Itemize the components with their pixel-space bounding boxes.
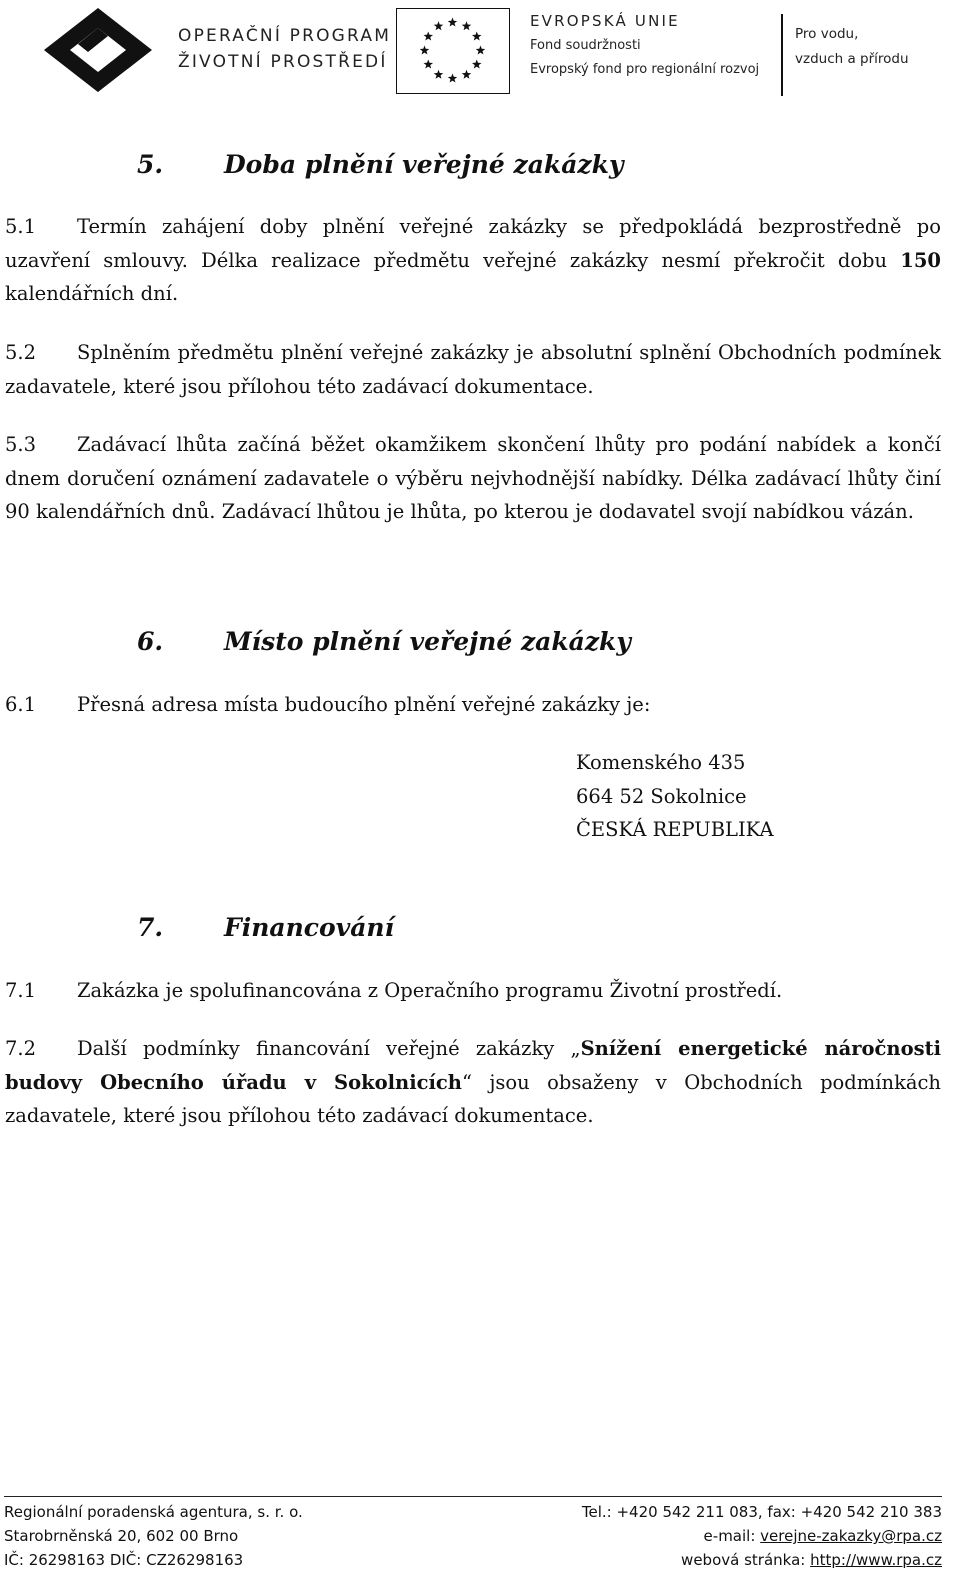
section-6-number: 6.: [137, 627, 164, 656]
page-footer: [0, 1476, 960, 1592]
footer-company-name: Regionální poradenská agentura, s. r. o.: [4, 1503, 303, 1521]
eu-logo-text: [530, 8, 759, 82]
performance-address: [576, 746, 774, 847]
paragraph-5-1-number: 5.1: [5, 215, 37, 238]
eu-star-icon: [424, 32, 434, 41]
eu-star-icon: [448, 74, 458, 83]
paragraph-5-2: [5, 336, 941, 403]
eu-star-icon: [472, 32, 482, 41]
address-street: Komenského 435: [576, 751, 746, 774]
eu-star-icon: [462, 21, 472, 30]
section-5-title: Doba plnění veřejné zakázky: [224, 150, 624, 179]
footer-contact-info: [582, 1500, 942, 1572]
paragraph-6-1: [5, 688, 941, 722]
footer-email-link[interactable]: verejne-zakazky@rpa.cz: [760, 1527, 942, 1545]
section-7-title: Financování: [224, 913, 395, 942]
header-divider: [781, 14, 783, 96]
footer-phone-fax: Tel.: +420 542 211 083, fax: +420 542 210 383: [581, 1503, 942, 1521]
eu-star-icon: [462, 70, 472, 79]
footer-email-label: e-mail:: [703, 1527, 761, 1545]
paragraph-5-1-text: Termín zahájení doby plnění veřejné zakázky se předpokládá bezprostředně po uzavření smlouvy. Délka realizace předmětu veřejné zakázky nesmí překročit dobu: [5, 215, 941, 272]
paragraph-7-1-number: 7.1: [5, 979, 37, 1002]
eu-star-icon: [434, 70, 444, 79]
eu-star-icon: [472, 60, 482, 69]
footer-website-link[interactable]: http://www.rpa.cz: [810, 1551, 942, 1569]
paragraph-7-1: [5, 974, 941, 1008]
paragraph-5-3-text: Zadávací lhůta začíná běžet okamžikem skončení lhůty pro podání nabídek a končí dnem doručení oznámení zadavatele o výběru nejvhodnější nabídky. Délka zadávací lhůty činí 90 kalendářních dnů. Zadávací lhůtou je lhůta, po kterou je dodavatel svojí nabídkou vázán.: [5, 433, 941, 523]
eu-line1: EVROPSKÁ UNIE: [530, 12, 680, 30]
slogan-line2: vzduch a přírodu: [795, 51, 909, 67]
paragraph-7-2-project-name: Snížení energetické náročnosti budovy Obecního úřadu v Sokolnicích: [5, 1037, 941, 1094]
footer-website: [582, 1548, 942, 1572]
opzp-line2: ŽIVOTNÍ PROSTŘEDÍ: [178, 52, 388, 72]
eu-line3: Evropský fond pro regionální rozvoj: [530, 62, 760, 77]
footer-company-address: Starobrněnská 20, 602 00 Brno: [4, 1527, 239, 1545]
eu-stars-icon: [397, 9, 508, 92]
paragraph-5-2-number: 5.2: [5, 341, 37, 364]
section-5-heading: [137, 150, 623, 179]
opzp-logo-text: [178, 23, 391, 75]
eu-star-icon: [420, 46, 430, 55]
section-6-heading: [137, 627, 631, 656]
paragraph-5-1-tail: kalendářních dní.: [5, 282, 179, 305]
footer-divider: [4, 1496, 942, 1497]
section-5-number: 5.: [137, 150, 164, 179]
eu-flag: [396, 8, 510, 94]
paragraph-7-2-tail: “ jsou obsaženy v Obchodních podmínkách zadavatele, které jsou přílohou této zadávací dokumentace.: [5, 1070, 941, 1127]
opzp-line1: OPERAČNÍ PROGRAM: [178, 26, 392, 46]
eu-star-icon: [448, 18, 458, 27]
section-7-heading: [137, 913, 394, 942]
paragraph-5-2-text: Splněním předmětu plnění veřejné zakázky je absolutní splnění Obchodních podmínek zadavatele, které jsou přílohou této zadávací dokumentace.: [5, 341, 941, 398]
paragraph-5-3: [5, 428, 941, 529]
footer-website-label: webová stránka:: [681, 1551, 811, 1569]
address-country: ČESKÁ REPUBLIKA: [576, 818, 774, 841]
paragraph-7-2: [5, 1032, 941, 1133]
paragraph-7-2-number: 7.2: [5, 1037, 37, 1060]
eu-star-icon: [424, 60, 434, 69]
paragraph-5-3-number: 5.3: [5, 433, 37, 456]
paragraph-5-1-days: 150: [900, 248, 941, 272]
slogan-line1: Pro vodu,: [795, 26, 859, 42]
page-header: [0, 0, 960, 100]
footer-company-info: [4, 1500, 303, 1572]
eu-star-icon: [434, 21, 444, 30]
section-7-number: 7.: [137, 913, 164, 942]
paragraph-7-1-text: Zakázka je spolufinancována z Operačního programu Životní prostředí.: [77, 979, 783, 1002]
section-6-title: Místo plnění veřejné zakázky: [224, 627, 631, 656]
opzp-logo: [42, 6, 154, 94]
address-city: 664 52 Sokolnice: [576, 784, 747, 808]
eu-line2: Fond soudržnosti: [530, 38, 641, 53]
paragraph-6-1-text: Přesná adresa místa budoucího plnění veřejné zakázky je:: [77, 693, 651, 716]
slogan: [795, 22, 909, 72]
footer-email: [582, 1524, 942, 1548]
paragraph-7-2-text: Další podmínky financování veřejné zakázky „: [77, 1037, 581, 1060]
paragraph-5-1: [5, 210, 941, 311]
eu-star-icon: [476, 46, 486, 55]
paragraph-6-1-number: 6.1: [5, 693, 37, 716]
footer-company-ids: IČ: 26298163 DIČ: CZ26298163: [4, 1551, 244, 1569]
